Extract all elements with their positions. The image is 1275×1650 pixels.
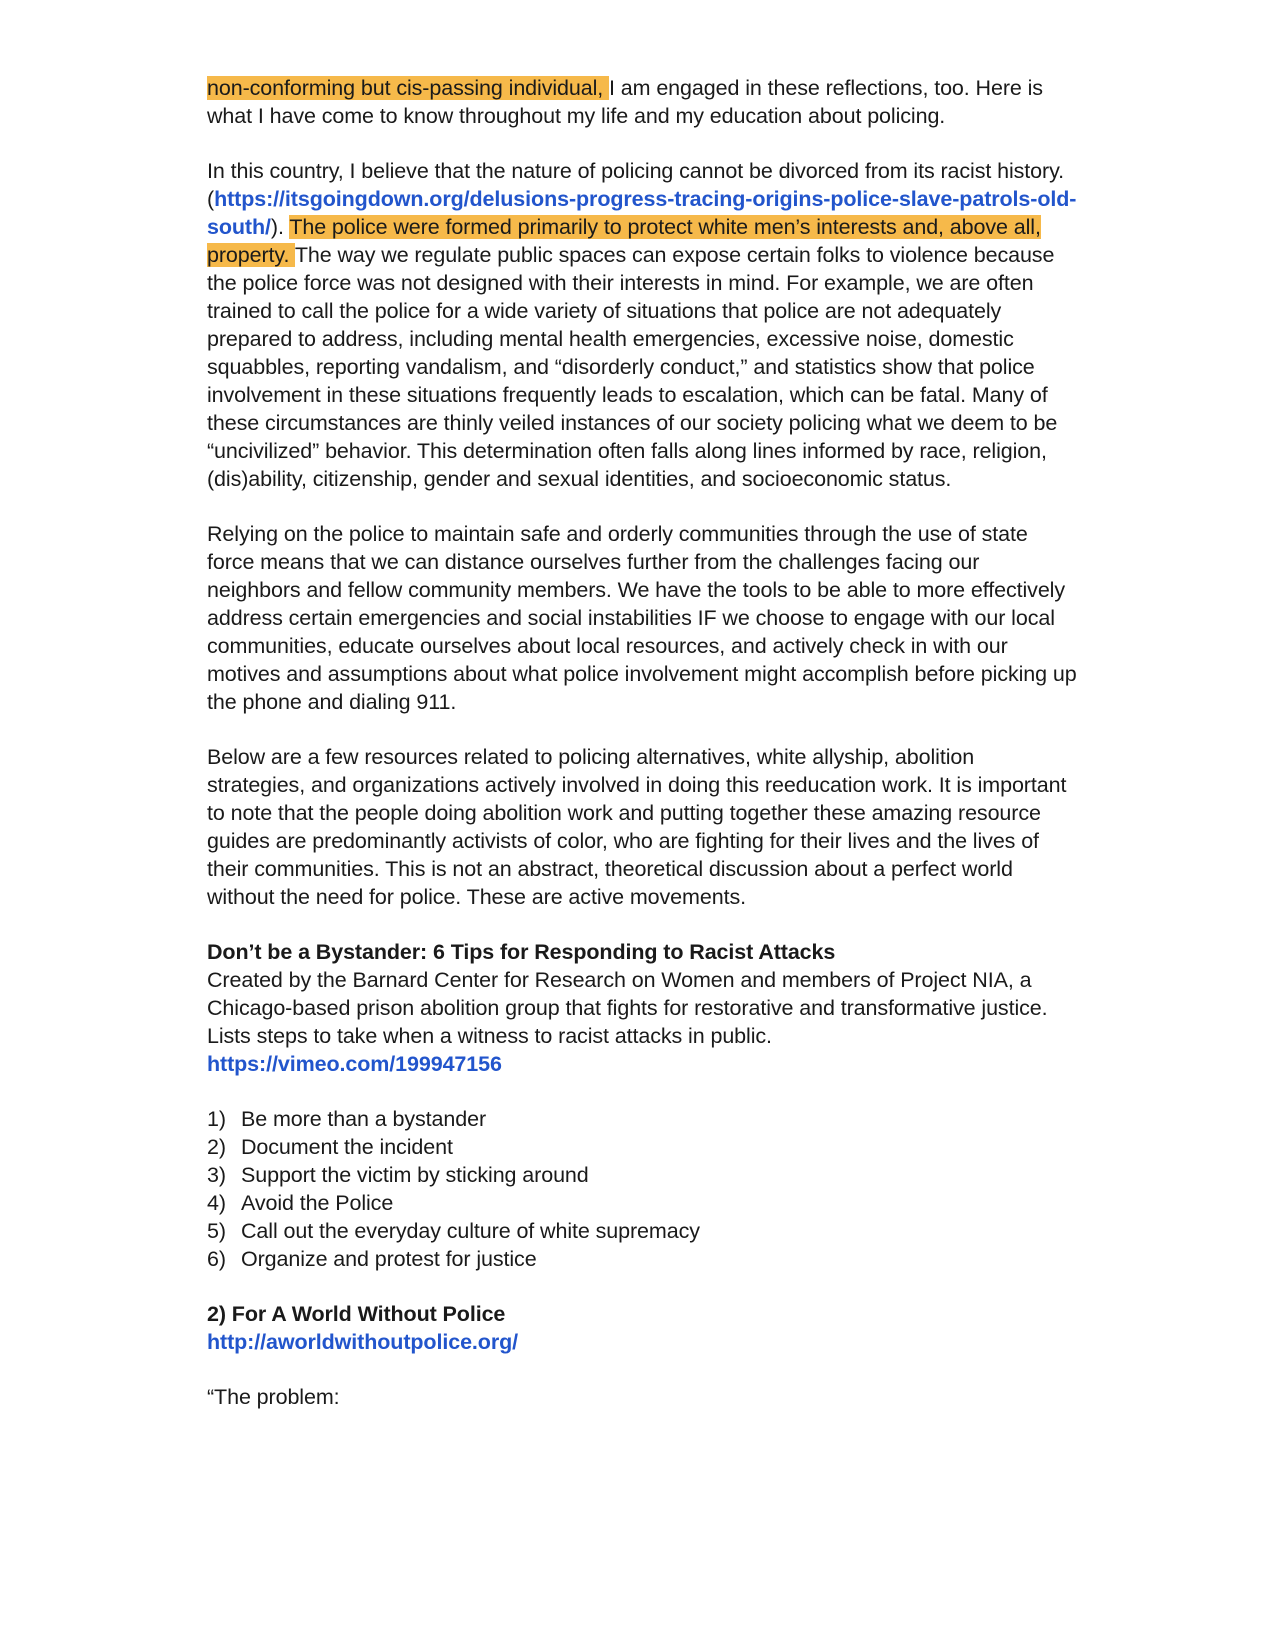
list-item	[207, 1217, 1077, 1245]
highlighted-text[interactable]: The police were formed primarily to protect white men’s interests and, above all, property.	[207, 215, 1041, 267]
list-item	[207, 1245, 1077, 1273]
paragraph-text: In this country, I believe that the nature of policing cannot be divorced from its racist history. (	[207, 159, 1065, 211]
list-text: Organize and protest for justice	[241, 1247, 537, 1271]
world-without-police-link[interactable]: http://aworldwithoutpolice.org/	[207, 1330, 519, 1354]
list-text: Avoid the Police	[241, 1191, 394, 1215]
history-link[interactable]: https://itsgoingdown.org/delusions-progress-tracing-origins-police-slave-patrols-old-south/	[207, 187, 1077, 239]
paragraph-3: Relying on the police to maintain safe and orderly communities through the use of state force means that we can distance ourselves further from the challenges facing our neighbors and fellow community members. We have the tools to be able to more effectively address certain emergencies and social instabilities IF we choose to engage with our local communities, educate ourselves about local resources, and actively check in with our motives and assumptions about what police involvement might accomplish before picking up the phone and dialing 911.	[207, 522, 1077, 714]
list-item	[207, 1133, 1077, 1161]
paragraph-text: The way we regulate public spaces can expose certain folks to violence because the police force was not designed with their interests in mind. For example, we are often trained to call the police for a wide variety of situations that police are not adequately prepared to address, including mental health emergencies, excessive noise, domestic squabbles, reporting vandalism, and “disorderly conduct,” and statistics show that police involvement in these situations frequently leads to escalation, which can be fatal. Many of these circumstances are thinly veiled instances of our society policing what we deem to be “uncivilized” behavior. This determination often falls along lines informed by race, religion, (dis)ability, citizenship, gender and sexual identities, and socioeconomic status.	[207, 243, 1058, 491]
paragraph-2	[207, 157, 1077, 493]
list-number: 4)	[207, 1191, 226, 1215]
list-number: 5)	[207, 1219, 226, 1243]
document-body	[207, 74, 1077, 1438]
list-number: 3)	[207, 1163, 226, 1187]
list-item	[207, 1105, 1077, 1133]
list-text: Support the victim by sticking around	[241, 1163, 589, 1187]
resource-2-title: 2) For A World Without Police	[207, 1302, 506, 1326]
list-text: Document the incident	[241, 1135, 453, 1159]
list-number: 2)	[207, 1135, 226, 1159]
resource-2	[207, 1300, 1077, 1356]
paragraph-1	[207, 74, 1077, 130]
list-number: 6)	[207, 1247, 226, 1271]
paragraph-text: I am engaged in these reflections, too. Here is what I have come to know throughout my life and my education about policing.	[207, 76, 1043, 128]
paragraph-text: ).	[270, 215, 290, 239]
highlighted-text[interactable]: non-conforming but cis-passing individual,	[207, 76, 610, 100]
list-item	[207, 1161, 1077, 1189]
list-number: 1)	[207, 1107, 226, 1131]
vimeo-link[interactable]: https://vimeo.com/199947156	[207, 1052, 502, 1076]
resource-1	[207, 938, 1077, 1273]
resource-1-title: Don’t be a Bystander: 6 Tips for Responding to Racist Attacks	[207, 940, 836, 964]
list-text: Call out the everyday culture of white supremacy	[241, 1219, 700, 1243]
resource-1-description: Created by the Barnard Center for Research on Women and members of Project NIA, a Chicago-based prison abolition group that fights for restorative and transformative justice. Lists steps to take when a witness to racist attacks in public.	[207, 968, 1048, 1048]
paragraph-4: Below are a few resources related to policing alternatives, white allyship, abolition strategies, and organizations actively involved in doing this reeducation work. It is important to note that the people doing abolition work and putting together these amazing resource guides are predominantly activists of color, who are fighting for their lives and the lives of their communities. This is not an abstract, theoretical discussion about a perfect world without the need for police. These are active movements.	[207, 745, 1067, 909]
tips-list	[207, 1105, 1077, 1273]
list-item	[207, 1189, 1077, 1217]
quote-start: “The problem:	[207, 1385, 340, 1409]
list-text: Be more than a bystander	[241, 1107, 486, 1131]
